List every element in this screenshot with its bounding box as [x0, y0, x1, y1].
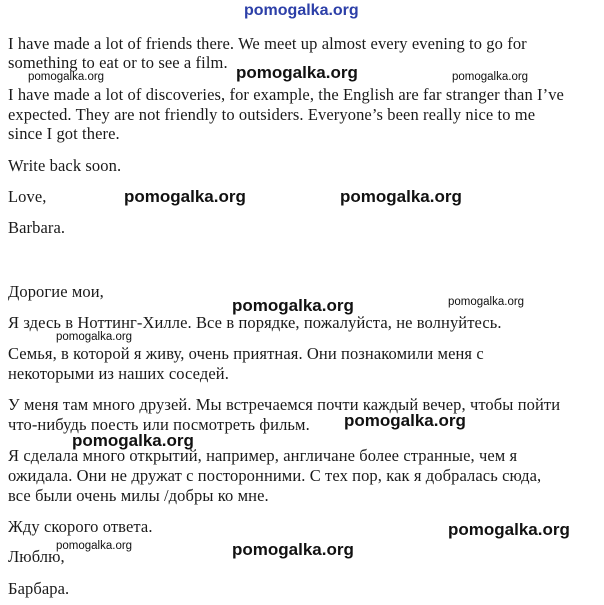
russian-paragraph-3-line-1: У меня там много друзей. Мы встречаемся почти каждый вечер, чтобы пойти: [8, 395, 561, 414]
english-signature: Barbara.: [8, 218, 66, 237]
watermark-small: pomogalka.org: [56, 331, 133, 343]
watermark-small: pomogalka.org: [28, 71, 105, 83]
watermark-small: pomogalka.org: [56, 540, 133, 552]
russian-closing: Люблю,: [8, 547, 65, 566]
watermark-small: pomogalka.org: [452, 71, 529, 83]
russian-signature: Барбара.: [8, 579, 70, 598]
english-write-back: Write back soon.: [8, 156, 122, 175]
russian-paragraph-4-line-2: ожидала. Они не дружат с посторонними. С тех пор, как я добралась сюда,: [8, 466, 542, 485]
watermark-large: pomogalka.org: [72, 431, 194, 450]
watermark-large: pomogalka.org: [340, 187, 462, 206]
russian-paragraph-1: Я здесь в Ноттинг-Хилле. Все в порядке, пожалуйста, не волнуйтесь.: [8, 313, 502, 332]
russian-greeting: Дорогие мои,: [8, 282, 104, 301]
russian-paragraph-2-line-2: некоторыми из наших соседей.: [8, 364, 229, 383]
watermark-large: pomogalka.org: [344, 411, 466, 430]
english-line-5: since I got there.: [8, 124, 120, 143]
russian-paragraph-3-line-2: что-нибудь поесть или посмотреть фильм.: [8, 415, 310, 434]
watermark-large: pomogalka.org: [448, 520, 570, 539]
watermark-large: pomogalka.org: [236, 63, 358, 82]
english-line-1: I have made a lot of friends there. We meet up almost every evening to go for: [8, 34, 527, 53]
russian-paragraph-2-line-1: Семья, в которой я живу, очень приятная. Они познакомили меня с: [8, 344, 484, 363]
english-line-4: expected. They are not friendly to outsiders. Everyone’s been really nice to me: [8, 105, 536, 124]
english-closing: Love,: [8, 187, 47, 206]
russian-reply: Жду скорого ответа.: [8, 517, 153, 536]
russian-paragraph-4-line-1: Я сделала много открытий, например, англичане более странные, чем я: [8, 446, 518, 465]
watermark-top: pomogalka.org: [244, 2, 359, 19]
russian-paragraph-4-line-3: все были очень милы /добры ко мне.: [8, 486, 269, 505]
watermark-large: pomogalka.org: [232, 296, 354, 315]
english-line-3: I have made a lot of discoveries, for example, the English are far stranger than I’ve: [8, 85, 564, 104]
watermark-small: pomogalka.org: [448, 296, 525, 308]
watermark-large: pomogalka.org: [124, 187, 246, 206]
english-line-2: something to eat or to see a film.: [8, 53, 228, 72]
watermark-large: pomogalka.org: [232, 540, 354, 559]
